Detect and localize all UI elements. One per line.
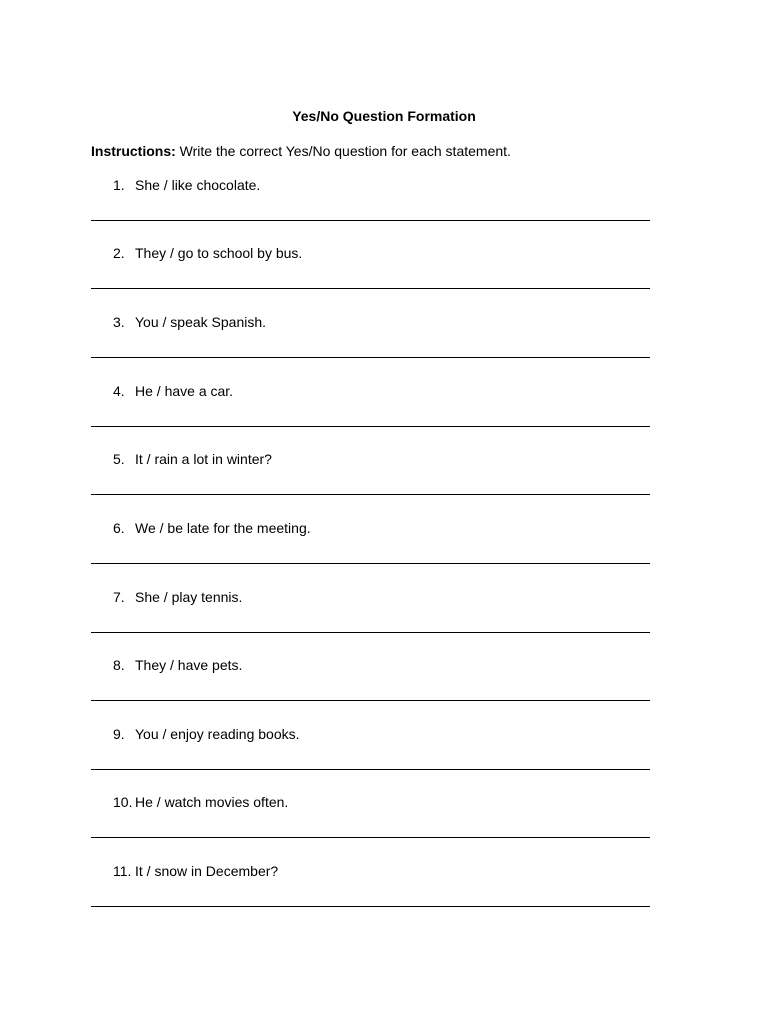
item-number: 8.: [113, 657, 125, 673]
answer-line[interactable]: [91, 906, 650, 907]
instructions-label: Instructions:: [91, 143, 176, 159]
item-statement: She / like chocolate.: [135, 177, 261, 193]
answer-line[interactable]: [91, 357, 650, 358]
item-number: 9.: [113, 726, 125, 742]
item-statement: We / be late for the meeting.: [135, 520, 311, 536]
item-number: 11.: [113, 863, 132, 879]
answer-line[interactable]: [91, 837, 650, 838]
item-statement: She / play tennis.: [135, 589, 243, 605]
item-number: 10.: [113, 794, 133, 810]
answer-line[interactable]: [91, 769, 650, 770]
answer-line[interactable]: [91, 288, 650, 289]
item-number: 5.: [113, 451, 125, 467]
item-statement: You / enjoy reading books.: [135, 726, 300, 742]
answer-line[interactable]: [91, 494, 650, 495]
item-number: 6.: [113, 520, 125, 536]
item-statement: They / have pets.: [135, 657, 243, 673]
item-number: 1.: [113, 177, 125, 193]
item-statement: He / have a car.: [135, 383, 234, 399]
item-number: 2.: [113, 245, 125, 261]
page-title: Yes/No Question Formation: [292, 108, 476, 124]
item-statement: It / snow in December?: [135, 863, 279, 879]
answer-line[interactable]: [91, 220, 650, 221]
item-number: 3.: [113, 314, 125, 330]
item-statement: You / speak Spanish.: [135, 314, 267, 330]
item-number: 4.: [113, 383, 125, 399]
item-statement: They / go to school by bus.: [135, 245, 303, 261]
item-statement: He / watch movies often.: [135, 794, 289, 810]
item-number: 7.: [113, 589, 125, 605]
answer-line[interactable]: [91, 632, 650, 633]
instructions: [91, 143, 511, 160]
answer-line[interactable]: [91, 563, 650, 564]
answer-line[interactable]: [91, 426, 650, 427]
answer-line[interactable]: [91, 700, 650, 701]
instructions-text: Write the correct Yes/No question for each statement.: [175, 143, 511, 159]
item-statement: It / rain a lot in winter?: [135, 451, 272, 467]
